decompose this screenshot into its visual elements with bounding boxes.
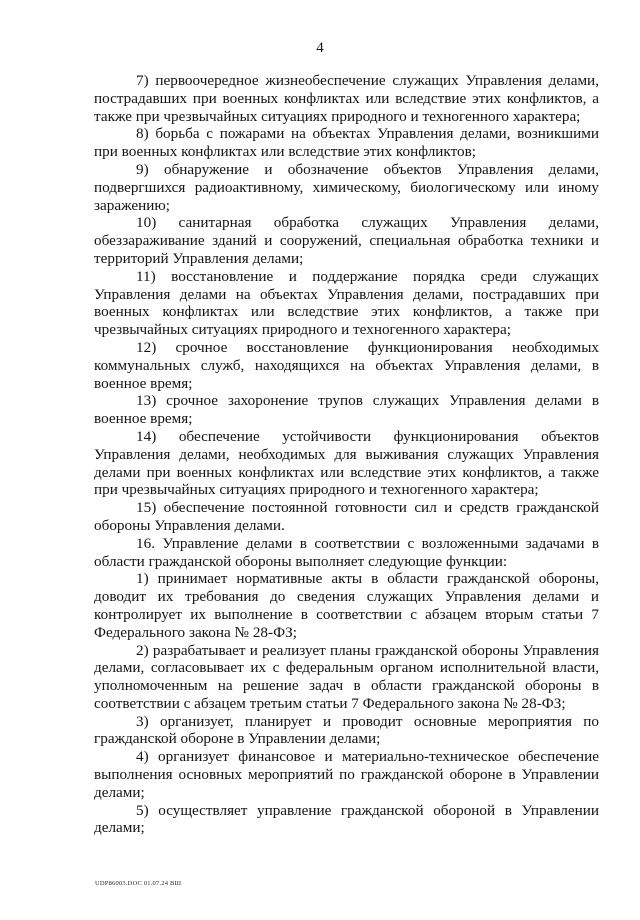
paragraph-item-8: 8) борьба с пожарами на объектах Управления делами, возникшими при военных конфликтах или вследствие этих конфликтов; bbox=[94, 125, 599, 161]
paragraph-function-4: 4) организует финансовое и материально-техническое обеспечение выполнения основных мероприятий по гражданской обороне в Управлении делами; bbox=[94, 748, 599, 801]
paragraph-function-5: 5) осуществляет управление гражданской обороной в Управлении делами; bbox=[94, 801, 599, 837]
paragraph-item-7: 7) первоочередное жизнеобеспечение служащих Управления делами, пострадавших при военных конфликтах или вследствие этих конфликтов, а также при чрезвычайных ситуациях природного и техногенного характера; bbox=[94, 72, 599, 125]
paragraph-item-12: 12) срочное восстановление функционирования необходимых коммунальных служб, находящихся на объектах Управления делами, в военное время; bbox=[94, 338, 599, 392]
paragraph-function-1: 1) принимает нормативные акты в области гражданской обороны, доводит их требования до сведения служащих Управления делами и контролирует их выполнение в соответствии с абзацем вторым статьи 7 Федерального закона № 28-ФЗ; bbox=[94, 570, 599, 641]
paragraph-function-2: 2) разрабатывает и реализует планы гражданской обороны Управления делами, согласовывает их с федеральным органом исполнительной власти, уполномоченным на решение задач в области гражданской обороны в соответствии с абзацем третьим статьи 7 Федерального закона № 28-ФЗ; bbox=[94, 641, 599, 712]
page-number: 4 bbox=[316, 40, 324, 56]
file-footer: UDP86003.DOC 01.07.24 ВШ bbox=[95, 880, 182, 887]
paragraph-item-9: 9) обнаружение и обозначение объектов Управления делами, подвергшихся радиоактивному, химическому, биологическому или иному заражению; bbox=[94, 160, 599, 214]
paragraph-item-11: 11) восстановление и поддержание порядка среди служащих Управления делами на объектах Управления делами, пострадавших при военных конфликтах или вследствие этих конфликтов, а также при чрезвычайных ситуациях природного и техногенного характера; bbox=[94, 267, 599, 339]
paragraph-item-13: 13) срочное захоронение трупов служащих Управления делами в военное время; bbox=[94, 392, 599, 428]
paragraph-section-16: 16. Управление делами в соответствии с возложенными задачами в области гражданской обороны выполняет следующие функции: bbox=[94, 534, 599, 570]
paragraph-item-15: 15) обеспечение постоянной готовности сил и средств гражданской обороны Управления делами. bbox=[94, 499, 599, 534]
document-body bbox=[94, 72, 599, 837]
paragraph-item-10: 10) санитарная обработка служащих Управления делами, обеззараживание зданий и сооружений, специальная обработка техники и территорий Управления делами; bbox=[94, 214, 599, 267]
paragraph-function-3: 3) организует, планирует и проводит основные мероприятия по гражданской обороне в Управлении делами; bbox=[94, 712, 599, 748]
paragraph-item-14: 14) обеспечение устойчивости функционирования объектов Управления делами, необходимых для выживания служащих Управления делами при военных конфликтах или вследствие этих конфликтов, а также при чрезвычайных ситуациях природного и техногенного характера; bbox=[94, 427, 599, 499]
